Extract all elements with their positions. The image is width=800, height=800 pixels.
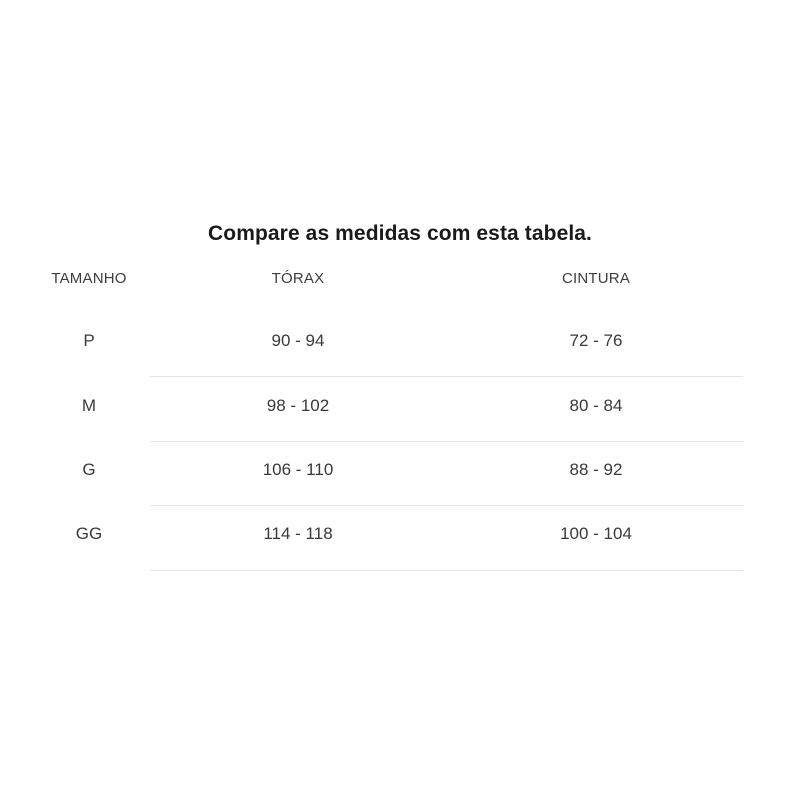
table-cell-waist: 100 - 104 bbox=[560, 524, 632, 543]
table-cell-size: M bbox=[81, 396, 97, 415]
row-divider bbox=[150, 376, 743, 377]
table-cell-waist: 80 - 84 bbox=[569, 396, 623, 415]
page-title: Compare as medidas com esta tabela. bbox=[208, 222, 592, 245]
row-divider bbox=[150, 441, 743, 442]
column-header-size: TAMANHO bbox=[51, 270, 127, 287]
table-cell-size: G bbox=[82, 460, 96, 479]
table-cell-waist: 88 - 92 bbox=[569, 460, 623, 479]
row-divider bbox=[150, 505, 743, 506]
column-header-chest: TÓRAX bbox=[271, 270, 325, 287]
table-cell-chest: 90 - 94 bbox=[271, 331, 325, 350]
row-divider bbox=[150, 570, 743, 571]
table-cell-waist: 72 - 76 bbox=[569, 331, 623, 350]
column-header-waist: CINTURA bbox=[561, 270, 631, 287]
table-cell-chest: 98 - 102 bbox=[266, 396, 330, 415]
table-cell-size: P bbox=[83, 331, 95, 350]
table-cell-size: GG bbox=[75, 524, 103, 543]
table-cell-chest: 114 - 118 bbox=[263, 524, 333, 543]
table-cell-chest: 106 - 110 bbox=[262, 460, 334, 479]
